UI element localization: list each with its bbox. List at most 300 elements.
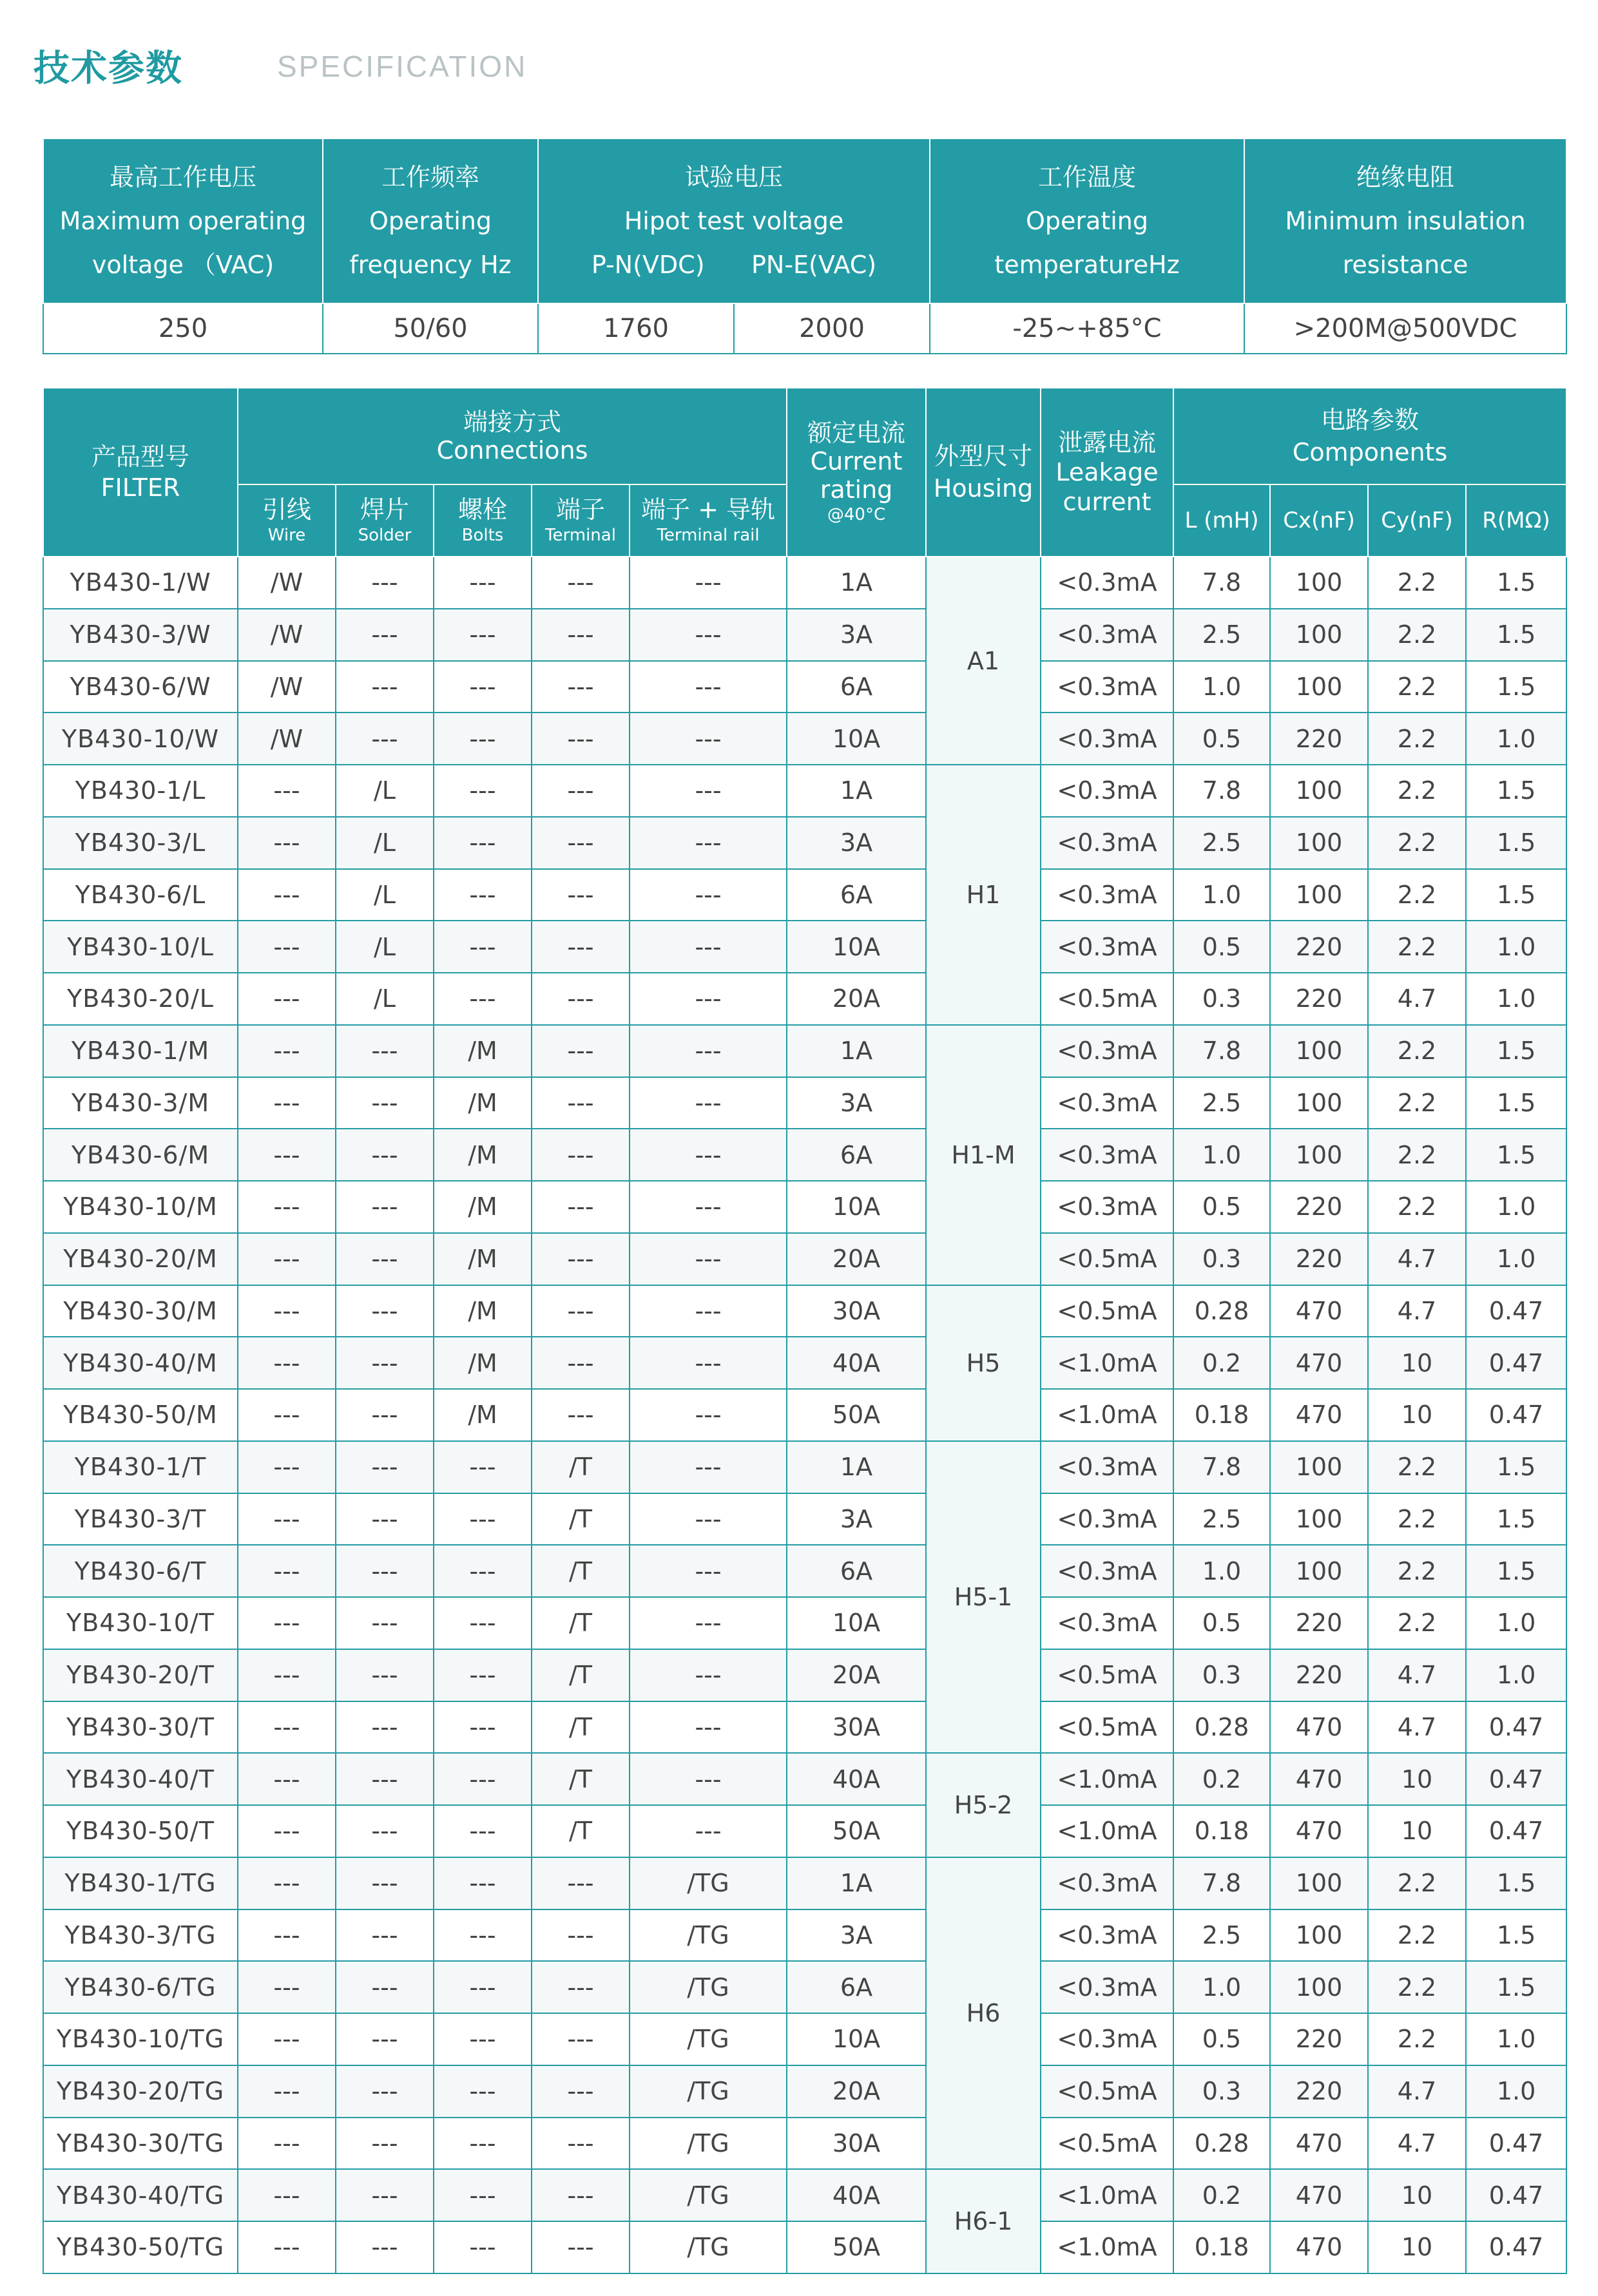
cell-current: 10A: [787, 2013, 926, 2065]
cell-terminal: ---: [532, 2013, 630, 2065]
cell-bolts: /M: [434, 1389, 532, 1441]
cell-terminal: /T: [532, 1805, 630, 1857]
cell-terminal-rail: ---: [630, 661, 787, 713]
cell-current: 6A: [787, 661, 926, 713]
cell-resistance: 0.47: [1466, 1337, 1566, 1389]
cell-model: YB430-20/TG: [43, 2065, 238, 2118]
cell-current: 1A: [787, 765, 926, 817]
cell-bolts: /M: [434, 1337, 532, 1389]
cell-terminal-rail: ---: [630, 609, 787, 661]
cell-terminal: ---: [532, 1857, 630, 1909]
cell-cy: 4.7: [1368, 973, 1466, 1025]
cell-terminal-rail: /TG: [630, 2169, 787, 2221]
cell-leakage: <0.5mA: [1041, 1285, 1173, 1337]
cell-inductance: 7.8: [1173, 1441, 1270, 1493]
cell-inductance: 1.0: [1173, 1961, 1270, 2013]
cell-model: YB430-3/T: [43, 1493, 238, 1545]
cell-resistance: 1.5: [1466, 1129, 1566, 1181]
cell-cx: 470: [1270, 1389, 1368, 1441]
table-row: [43, 557, 1566, 609]
cell-bolts: ---: [434, 765, 532, 817]
cell-cx: 220: [1270, 921, 1368, 973]
cell-cy: 2.2: [1368, 817, 1466, 869]
cell-cy: 2.2: [1368, 609, 1466, 661]
cell-cy: 10: [1368, 2221, 1466, 2273]
cell-solder: /L: [336, 973, 434, 1025]
cell-terminal: ---: [532, 765, 630, 817]
cell-inductance: 7.8: [1173, 1025, 1270, 1077]
cell-cy: 2.2: [1368, 765, 1466, 817]
cell-resistance: 1.0: [1466, 2065, 1566, 2118]
cell-terminal: /T: [532, 1597, 630, 1649]
cell-terminal-rail: ---: [630, 1285, 787, 1337]
cell-current: 10A: [787, 1597, 926, 1649]
cell-terminal-rail: /TG: [630, 1961, 787, 2013]
cell-terminal-rail: /TG: [630, 1857, 787, 1909]
cell-wire: ---: [238, 869, 336, 921]
cell-inductance: 0.28: [1173, 1701, 1270, 1754]
cell-current: 30A: [787, 1701, 926, 1754]
cell-cy: 2.2: [1368, 1857, 1466, 1909]
cell-wire: /W: [238, 661, 336, 713]
cell-terminal-rail: /TG: [630, 2221, 787, 2273]
cell-solder: ---: [336, 2013, 434, 2065]
cell-terminal-rail: ---: [630, 765, 787, 817]
cell-inductance: 0.5: [1173, 1181, 1270, 1233]
cell-leakage: <0.3mA: [1041, 609, 1173, 661]
cell-leakage: <0.5mA: [1041, 2065, 1173, 2118]
cell-inductance: 2.5: [1173, 1909, 1270, 1962]
cell-terminal: ---: [532, 1961, 630, 2013]
cell-current: 10A: [787, 921, 926, 973]
cell-leakage: <0.3mA: [1041, 1909, 1173, 1962]
cell-model: YB430-20/T: [43, 1649, 238, 1701]
cell-model: YB430-40/TG: [43, 2169, 238, 2221]
cell-cx: 100: [1270, 817, 1368, 869]
cell-cy: 10: [1368, 1389, 1466, 1441]
cell-wire: ---: [238, 2221, 336, 2273]
cell-terminal-rail: ---: [630, 1233, 787, 1285]
cell-resistance: 1.0: [1466, 973, 1566, 1025]
cell-model: YB430-30/TG: [43, 2118, 238, 2170]
cell-terminal: ---: [532, 2221, 630, 2273]
cell-leakage: <1.0mA: [1041, 1337, 1173, 1389]
cell-leakage: <1.0mA: [1041, 1389, 1173, 1441]
cell-bolts: ---: [434, 2169, 532, 2221]
table-row: [43, 765, 1566, 817]
header-filter: 产品型号 FILTER: [43, 388, 238, 557]
cell-terminal-rail: ---: [630, 1181, 787, 1233]
cell-resistance: 1.5: [1466, 609, 1566, 661]
cell-inductance: 0.5: [1173, 921, 1270, 973]
cell-current: 10A: [787, 713, 926, 765]
page-title-en: SPECIFICATION: [277, 50, 528, 83]
cell-wire: ---: [238, 1389, 336, 1441]
cell-bolts: ---: [434, 1545, 532, 1597]
cell-current: 50A: [787, 1389, 926, 1441]
table-row: [43, 1909, 1566, 1962]
header-wire: 引线 Wire: [238, 484, 336, 557]
cell-resistance: 1.5: [1466, 1857, 1566, 1909]
specs-values-row: [43, 303, 1566, 354]
page-title-cn: 技术参数: [34, 48, 183, 90]
cell-solder: ---: [336, 661, 434, 713]
cell-leakage: <1.0mA: [1041, 2169, 1173, 2221]
cell-inductance: 7.8: [1173, 1857, 1270, 1909]
cell-resistance: 1.5: [1466, 661, 1566, 713]
cell-current: 20A: [787, 1649, 926, 1701]
table-row: [43, 1337, 1566, 1389]
cell-resistance: 0.47: [1466, 2169, 1566, 2221]
cell-bolts: ---: [434, 1649, 532, 1701]
cell-resistance: 1.5: [1466, 1077, 1566, 1129]
cell-current: 6A: [787, 869, 926, 921]
cell-bolts: ---: [434, 1493, 532, 1545]
header-cy: Cy(nF): [1368, 484, 1466, 557]
header-housing: 外型尺寸 Housing: [926, 388, 1041, 557]
cell-terminal-rail: ---: [630, 1389, 787, 1441]
cell-wire: ---: [238, 1909, 336, 1962]
spec-hipot-pn-value: 1760: [538, 303, 734, 354]
cell-model: YB430-10/L: [43, 921, 238, 973]
cell-bolts: /M: [434, 1077, 532, 1129]
table-row: [43, 1025, 1566, 1077]
cell-leakage: <0.3mA: [1041, 765, 1173, 817]
table-row: [43, 1389, 1566, 1441]
cell-cy: 2.2: [1368, 921, 1466, 973]
table-row: [43, 817, 1566, 869]
cell-solder: /L: [336, 921, 434, 973]
cell-resistance: 1.5: [1466, 1961, 1566, 2013]
cell-leakage: <0.5mA: [1041, 973, 1173, 1025]
cell-current: 20A: [787, 1233, 926, 1285]
cell-inductance: 2.5: [1173, 609, 1270, 661]
cell-inductance: 0.28: [1173, 2118, 1270, 2170]
cell-solder: ---: [336, 1129, 434, 1181]
cell-solder: ---: [336, 1285, 434, 1337]
cell-cy: 2.2: [1368, 1597, 1466, 1649]
cell-cy: 4.7: [1368, 1649, 1466, 1701]
cell-cy: 2.2: [1368, 1909, 1466, 1962]
cell-terminal: ---: [532, 1233, 630, 1285]
cell-inductance: 2.5: [1173, 1493, 1270, 1545]
product-table-body: [43, 557, 1566, 2273]
cell-model: YB430-50/M: [43, 1389, 238, 1441]
header-leakage-current: 泄露电流 Leakage current: [1041, 388, 1173, 557]
cell-current: 3A: [787, 1493, 926, 1545]
cell-current: 6A: [787, 1129, 926, 1181]
cell-wire: ---: [238, 2118, 336, 2170]
cell-leakage: <0.3mA: [1041, 1441, 1173, 1493]
cell-solder: ---: [336, 1857, 434, 1909]
cell-cx: 100: [1270, 765, 1368, 817]
cell-wire: ---: [238, 973, 336, 1025]
cell-cx: 100: [1270, 1545, 1368, 1597]
cell-current: 6A: [787, 1545, 926, 1597]
header-connections: 端接方式 Connections: [238, 388, 787, 484]
cell-terminal: ---: [532, 557, 630, 609]
cell-cx: 220: [1270, 1233, 1368, 1285]
cell-bolts: ---: [434, 869, 532, 921]
cell-current: 40A: [787, 1337, 926, 1389]
cell-solder: ---: [336, 1545, 434, 1597]
cell-terminal: ---: [532, 1285, 630, 1337]
header-resistance: R(MΩ): [1466, 484, 1566, 557]
cell-solder: ---: [336, 1441, 434, 1493]
cell-bolts: ---: [434, 1441, 532, 1493]
cell-leakage: <0.3mA: [1041, 1493, 1173, 1545]
cell-resistance: 1.5: [1466, 1441, 1566, 1493]
cell-model: YB430-3/W: [43, 609, 238, 661]
spec-voltage-value: 250: [43, 303, 323, 354]
cell-solder: ---: [336, 1493, 434, 1545]
cell-cy: 2.2: [1368, 1493, 1466, 1545]
cell-terminal-rail: /TG: [630, 1909, 787, 1962]
cell-terminal-rail: ---: [630, 1805, 787, 1857]
cell-inductance: 0.3: [1173, 1233, 1270, 1285]
cell-bolts: ---: [434, 2065, 532, 2118]
cell-cx: 100: [1270, 1493, 1368, 1545]
cell-cx: 100: [1270, 869, 1368, 921]
cell-resistance: 1.0: [1466, 1233, 1566, 1285]
cell-resistance: 1.5: [1466, 765, 1566, 817]
cell-leakage: <0.3mA: [1041, 1181, 1173, 1233]
cell-model: YB430-3/M: [43, 1077, 238, 1129]
cell-housing: H1-M: [926, 1025, 1041, 1285]
cell-terminal: ---: [532, 2118, 630, 2170]
cell-solder: ---: [336, 1701, 434, 1754]
cell-current: 3A: [787, 1077, 926, 1129]
cell-wire: /W: [238, 609, 336, 661]
cell-terminal: /T: [532, 1493, 630, 1545]
cell-model: YB430-3/TG: [43, 1909, 238, 1962]
cell-leakage: <0.3mA: [1041, 1597, 1173, 1649]
cell-resistance: 0.47: [1466, 1805, 1566, 1857]
table-row: [43, 1545, 1566, 1597]
cell-terminal: ---: [532, 973, 630, 1025]
cell-resistance: 1.5: [1466, 1493, 1566, 1545]
cell-model: YB430-6/TG: [43, 1961, 238, 2013]
cell-cx: 470: [1270, 1805, 1368, 1857]
cell-bolts: /M: [434, 1233, 532, 1285]
cell-leakage: <1.0mA: [1041, 1805, 1173, 1857]
cell-terminal: /T: [532, 1753, 630, 1805]
cell-cy: 2.2: [1368, 2013, 1466, 2065]
cell-wire: ---: [238, 1441, 336, 1493]
cell-cx: 470: [1270, 2221, 1368, 2273]
spec-temperature-value: -25~+85°C: [930, 303, 1244, 354]
cell-resistance: 1.0: [1466, 1181, 1566, 1233]
cell-current: 10A: [787, 1181, 926, 1233]
cell-cx: 220: [1270, 973, 1368, 1025]
cell-terminal: ---: [532, 1181, 630, 1233]
table-row: [43, 921, 1566, 973]
cell-wire: ---: [238, 1233, 336, 1285]
cell-solder: ---: [336, 609, 434, 661]
cell-bolts: ---: [434, 2118, 532, 2170]
cell-model: YB430-30/T: [43, 1701, 238, 1754]
cell-inductance: 2.5: [1173, 817, 1270, 869]
cell-terminal: /T: [532, 1701, 630, 1754]
cell-inductance: 0.2: [1173, 1753, 1270, 1805]
cell-resistance: 0.47: [1466, 1389, 1566, 1441]
cell-bolts: ---: [434, 817, 532, 869]
cell-solder: ---: [336, 1649, 434, 1701]
cell-current: 50A: [787, 2221, 926, 2273]
cell-solder: ---: [336, 1961, 434, 2013]
cell-wire: ---: [238, 1753, 336, 1805]
cell-housing: H5: [926, 1285, 1041, 1441]
cell-housing: H6: [926, 1857, 1041, 2170]
cell-current: 20A: [787, 973, 926, 1025]
cell-resistance: 0.47: [1466, 2118, 1566, 2170]
cell-model: YB430-40/M: [43, 1337, 238, 1389]
cell-cy: 2.2: [1368, 1961, 1466, 2013]
cell-resistance: 1.5: [1466, 1025, 1566, 1077]
cell-current: 1A: [787, 1441, 926, 1493]
table-row: [43, 869, 1566, 921]
cell-leakage: <0.3mA: [1041, 557, 1173, 609]
cell-resistance: 1.0: [1466, 713, 1566, 765]
cell-inductance: 0.3: [1173, 973, 1270, 1025]
cell-inductance: 2.5: [1173, 1077, 1270, 1129]
table-row: [43, 1805, 1566, 1857]
cell-terminal: ---: [532, 1129, 630, 1181]
table-row: [43, 1129, 1566, 1181]
cell-leakage: <0.3mA: [1041, 1129, 1173, 1181]
table-row: [43, 1493, 1566, 1545]
table-row: [43, 609, 1566, 661]
cell-resistance: 1.5: [1466, 1909, 1566, 1962]
cell-bolts: /M: [434, 1129, 532, 1181]
cell-wire: ---: [238, 817, 336, 869]
header-frequency: 工作频率 Operating frequency Hz: [323, 139, 538, 303]
table-row: [43, 2221, 1566, 2273]
cell-wire: ---: [238, 921, 336, 973]
table-row: [43, 1701, 1566, 1754]
specification-table: [43, 138, 1567, 354]
cell-current: 1A: [787, 1025, 926, 1077]
cell-model: YB430-6/L: [43, 869, 238, 921]
cell-solder: ---: [336, 1597, 434, 1649]
cell-inductance: 1.0: [1173, 1129, 1270, 1181]
cell-current: 1A: [787, 1857, 926, 1909]
cell-current: 40A: [787, 2169, 926, 2221]
cell-terminal: /T: [532, 1441, 630, 1493]
cell-wire: ---: [238, 1805, 336, 1857]
cell-leakage: <1.0mA: [1041, 1753, 1173, 1805]
cell-inductance: 7.8: [1173, 557, 1270, 609]
cell-cx: 470: [1270, 1285, 1368, 1337]
cell-wire: ---: [238, 1649, 336, 1701]
cell-solder: ---: [336, 1077, 434, 1129]
cell-wire: ---: [238, 1493, 336, 1545]
cell-terminal: /T: [532, 1649, 630, 1701]
spec-hipot-pne-value: 2000: [734, 303, 930, 354]
cell-cy: 2.2: [1368, 1441, 1466, 1493]
cell-current: 30A: [787, 2118, 926, 2170]
cell-current: 3A: [787, 1909, 926, 1962]
cell-leakage: <0.3mA: [1041, 1025, 1173, 1077]
cell-current: 6A: [787, 1961, 926, 2013]
cell-current: 30A: [787, 1285, 926, 1337]
cell-terminal-rail: ---: [630, 1025, 787, 1077]
header-terminal-rail: 端子 + 导轨 Terminal rail: [630, 484, 787, 557]
header-inductance: L (mH): [1173, 484, 1270, 557]
cell-cx: 100: [1270, 1077, 1368, 1129]
cell-wire: ---: [238, 1857, 336, 1909]
cell-current: 1A: [787, 557, 926, 609]
cell-wire: /W: [238, 557, 336, 609]
cell-inductance: 0.2: [1173, 2169, 1270, 2221]
cell-leakage: <0.3mA: [1041, 713, 1173, 765]
cell-cx: 100: [1270, 1129, 1368, 1181]
cell-model: YB430-1/T: [43, 1441, 238, 1493]
cell-inductance: 1.0: [1173, 1545, 1270, 1597]
cell-model: YB430-6/M: [43, 1129, 238, 1181]
cell-resistance: 0.47: [1466, 1701, 1566, 1754]
table-row: [43, 1285, 1566, 1337]
cell-bolts: ---: [434, 1857, 532, 1909]
cell-cx: 220: [1270, 1597, 1368, 1649]
spec-frequency-value: 50/60: [323, 303, 538, 354]
cell-current: 50A: [787, 1805, 926, 1857]
cell-model: YB430-10/W: [43, 713, 238, 765]
cell-cx: 470: [1270, 1753, 1368, 1805]
cell-bolts: /M: [434, 1181, 532, 1233]
cell-terminal-rail: ---: [630, 869, 787, 921]
cell-wire: ---: [238, 1285, 336, 1337]
cell-solder: ---: [336, 2065, 434, 2118]
cell-cy: 2.2: [1368, 557, 1466, 609]
cell-model: YB430-40/T: [43, 1753, 238, 1805]
header-max-voltage: 最高工作电压 Maximum operating voltage （VAC): [43, 139, 323, 303]
cell-model: YB430-6/W: [43, 661, 238, 713]
cell-cx: 470: [1270, 2169, 1368, 2221]
cell-cx: 100: [1270, 661, 1368, 713]
cell-inductance: 0.5: [1173, 2013, 1270, 2065]
cell-solder: ---: [336, 1181, 434, 1233]
cell-terminal-rail: ---: [630, 1441, 787, 1493]
cell-solder: ---: [336, 1753, 434, 1805]
cell-resistance: 0.47: [1466, 1753, 1566, 1805]
cell-solder: ---: [336, 1805, 434, 1857]
cell-resistance: 0.47: [1466, 2221, 1566, 2273]
cell-wire: /W: [238, 713, 336, 765]
cell-cx: 220: [1270, 713, 1368, 765]
cell-cx: 100: [1270, 1961, 1368, 2013]
cell-leakage: <0.5mA: [1041, 1701, 1173, 1754]
cell-terminal: ---: [532, 661, 630, 713]
cell-bolts: ---: [434, 921, 532, 973]
cell-terminal-rail: /TG: [630, 2118, 787, 2170]
cell-terminal-rail: ---: [630, 557, 787, 609]
cell-cy: 2.2: [1368, 1129, 1466, 1181]
cell-resistance: 1.5: [1466, 869, 1566, 921]
cell-terminal-rail: /TG: [630, 2013, 787, 2065]
cell-cy: 4.7: [1368, 1285, 1466, 1337]
cell-leakage: <0.3mA: [1041, 869, 1173, 921]
cell-terminal: ---: [532, 1389, 630, 1441]
cell-cy: 2.2: [1368, 1025, 1466, 1077]
cell-model: YB430-10/T: [43, 1597, 238, 1649]
header-insulation: 绝缘电阻 Minimum insulation resistance: [1244, 139, 1566, 303]
cell-terminal: ---: [532, 1025, 630, 1077]
cell-resistance: 1.0: [1466, 1649, 1566, 1701]
cell-cy: 10: [1368, 2169, 1466, 2221]
cell-bolts: /M: [434, 1025, 532, 1077]
cell-cx: 100: [1270, 1025, 1368, 1077]
